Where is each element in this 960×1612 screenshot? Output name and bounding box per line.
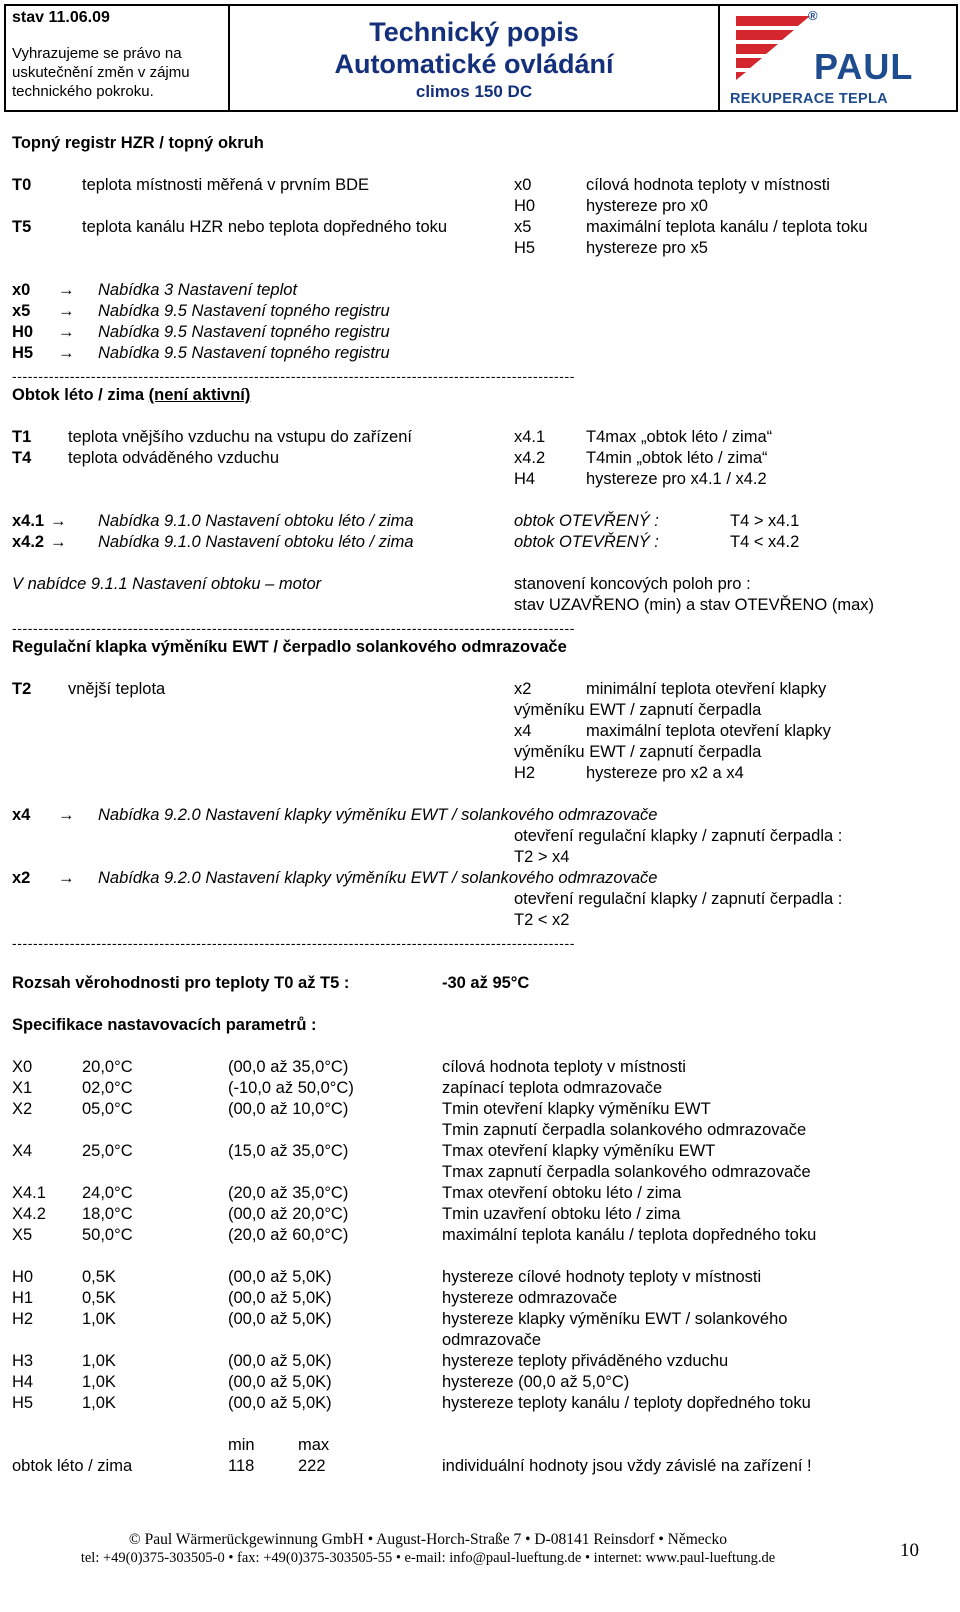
plausibility-range-label: Rozsah věrohodnosti pro teploty T0 až T5 : — [12, 974, 350, 992]
param-desc: minimální teplota otevření klapky — [586, 680, 827, 698]
action-condition: T2 > x4 — [514, 848, 570, 866]
menu-reference: Nabídka 9.1.0 Nastavení obtoku léto / zima — [98, 533, 414, 551]
bypass-state: obtok OTEVŘENÝ : — [514, 512, 659, 530]
spec-description: hystereze teploty přiváděného vzduchu — [442, 1352, 729, 1370]
bypass-max-label: max — [298, 1436, 330, 1454]
menu-reference: Nabídka 3 Nastavení teplot — [98, 281, 298, 299]
spec-value: 0,5K — [82, 1289, 116, 1307]
spec-range: (00,0 až 35,0°C) — [228, 1058, 349, 1076]
arrow-right-icon: → — [58, 869, 75, 887]
arrow-right-icon: → — [58, 302, 75, 320]
spec-description: Tmin uzavření obtoku léto / zima — [442, 1205, 681, 1223]
product-name: climos 150 DC — [415, 82, 533, 101]
document-header — [4, 4, 958, 112]
param-code: H5 — [514, 239, 536, 257]
menu-param-code: H5 — [12, 344, 34, 362]
paul-logo-mark — [730, 12, 812, 82]
spec-description: Tmin zapnutí čerpadla solankového odmrazovače — [442, 1121, 807, 1139]
menu-reference: Nabídka 9.5 Nastavení topného registru — [98, 302, 390, 320]
spec-description: Tmax otevření klapky výměníku EWT — [442, 1142, 716, 1160]
sensor-code: T0 — [12, 176, 32, 194]
spec-value: 02,0°C — [82, 1079, 133, 1097]
menu-reference: Nabídka 9.5 Nastavení topného registru — [98, 344, 390, 362]
arrow-right-icon: → — [58, 323, 75, 341]
action-desc: otevření regulační klapky / zapnutí čerpadla : — [514, 890, 843, 908]
sensor-desc: teplota odváděného vzduchu — [68, 449, 280, 467]
separator-line: ----------------------------------------------------------------------------------------------------------- — [12, 935, 576, 951]
param-code: H0 — [514, 197, 536, 215]
spec-range: (20,0 až 60,0°C) — [228, 1226, 349, 1244]
param-desc: hystereze pro x0 — [586, 197, 708, 215]
arrow-right-icon: → — [50, 512, 67, 530]
spec-value: 05,0°C — [82, 1100, 133, 1118]
bypass-condition: T4 < x4.2 — [730, 533, 800, 551]
param-desc: T4min „obtok léto / zima“ — [586, 449, 768, 467]
param-desc: hystereze pro x2 a x4 — [586, 764, 744, 782]
spec-title: Specifikace nastavovacích parametrů : — [12, 1016, 317, 1034]
param-desc: cílová hodnota teploty v místnosti — [586, 176, 830, 194]
spec-range: (-10,0 až 50,0°C) — [228, 1079, 354, 1097]
param-code: x4.2 — [514, 449, 546, 467]
arrow-right-icon: → — [58, 281, 75, 299]
bypass-min-label: min — [228, 1436, 255, 1454]
brand-name: PAUL — [814, 46, 914, 87]
registered-mark: ® — [808, 8, 818, 23]
spec-range: (00,0 až 10,0°C) — [228, 1100, 349, 1118]
spec-code: X2 — [12, 1100, 33, 1118]
arrow-right-icon: → — [50, 533, 67, 551]
spec-value: 1,0K — [82, 1352, 116, 1370]
param-desc: maximální teplota otevření klapky — [586, 722, 831, 740]
sensor-desc: teplota vnějšího vzduchu na vstupu do zařízení — [68, 428, 412, 446]
bypass-label: obtok léto / zima — [12, 1457, 133, 1475]
spec-code: X4.2 — [12, 1205, 46, 1223]
param-code: x5 — [514, 218, 532, 236]
sensor-desc: vnější teplota — [68, 680, 166, 698]
disclaimer-line-2: uskutečnění změn v zájmu — [12, 64, 190, 81]
header-left-cell — [6, 6, 228, 110]
spec-description: Tmax otevření obtoku léto / zima — [442, 1184, 682, 1202]
spec-code: X4.1 — [12, 1184, 46, 1202]
spec-value: 1,0K — [82, 1394, 116, 1412]
menu-param-code: x4.1 — [12, 512, 45, 530]
param-code: x4 — [514, 722, 532, 740]
spec-range: (00,0 až 5,0K) — [228, 1289, 332, 1307]
spec-description: Tmin otevření klapky výměníku EWT — [442, 1100, 711, 1118]
param-desc: maximální teplota kanálu / teplota toku — [586, 218, 868, 236]
spec-code: X5 — [12, 1226, 33, 1244]
menu-param-code: x2 — [12, 869, 31, 887]
param-code: H4 — [514, 470, 536, 488]
spec-code: X4 — [12, 1142, 33, 1160]
sensor-code: T1 — [12, 428, 32, 446]
bypass-note: individuální hodnoty jsou vždy závislé na zařízení ! — [442, 1457, 812, 1475]
spec-range: (20,0 až 35,0°C) — [228, 1184, 349, 1202]
section-title-ewt-flap: Regulační klapka výměníku EWT / čerpadlo solankového odmrazovače — [12, 638, 567, 656]
page-number: 10 — [900, 1540, 919, 1561]
param-desc: hystereze pro x4.1 / x4.2 — [586, 470, 767, 488]
plausibility-range-value: -30 až 95°C — [442, 974, 530, 992]
spec-code: H1 — [12, 1289, 34, 1307]
header-title-cell — [230, 6, 718, 110]
menu-reference: Nabídka 9.1.0 Nastavení obtoku léto / zima — [98, 512, 414, 530]
param-code: x0 — [514, 176, 532, 194]
param-code: x4.1 — [514, 428, 546, 446]
spec-code: X0 — [12, 1058, 33, 1076]
action-desc: otevření regulační klapky / zapnutí čerpadla : — [514, 827, 843, 845]
sensor-desc: teplota kanálu HZR nebo teplota dopředného toku — [82, 218, 448, 236]
spec-description: hystereze odmrazovače — [442, 1289, 618, 1307]
spec-value: 18,0°C — [82, 1205, 133, 1223]
spec-description: hystereze klapky výměníku EWT / solankového — [442, 1310, 788, 1328]
spec-description: Tmax zapnutí čerpadla solankového odmrazovače — [442, 1163, 811, 1181]
document-title: Technický popis — [369, 17, 579, 47]
inactive-note: (není aktivní) — [148, 386, 251, 404]
menu-param-code: x0 — [12, 281, 31, 299]
spec-description: cílová hodnota teploty v místnosti — [442, 1058, 686, 1076]
section-title-text: Obtok léto / zima — [12, 386, 145, 404]
spec-code: H0 — [12, 1268, 34, 1286]
document-subtitle: Automatické ovládání — [334, 49, 614, 79]
sensor-desc: teplota místnosti měřená v prvním BDE — [82, 176, 370, 194]
spec-value: 25,0°C — [82, 1142, 133, 1160]
spec-description: odmrazovače — [442, 1331, 542, 1349]
menu-reference: Nabídka 9.2.0 Nastavení klapky výměníku EWT / solankového odmrazovače — [98, 869, 658, 887]
motor-desc-line: stav UZAVŘENO (min) a stav OTEVŘENO (max) — [514, 596, 874, 614]
spec-range: (00,0 až 20,0°C) — [228, 1205, 349, 1223]
spec-code: H2 — [12, 1310, 34, 1328]
arrow-right-icon: → — [58, 806, 75, 824]
spec-range: (00,0 až 5,0K) — [228, 1310, 332, 1328]
param-code: x2 — [514, 680, 532, 698]
separator-line: ----------------------------------------------------------------------------------------------------------- — [12, 368, 576, 384]
spec-value: 1,0K — [82, 1310, 116, 1328]
spec-value: 1,0K — [82, 1373, 116, 1391]
menu-reference: Nabídka 9.2.0 Nastavení klapky výměníku EWT / solankového odmrazovače — [98, 806, 658, 824]
action-condition: T2 < x2 — [514, 911, 570, 929]
spec-range: (15,0 až 35,0°C) — [228, 1142, 349, 1160]
spec-range: (00,0 až 5,0K) — [228, 1373, 332, 1391]
bypass-max-value: 222 — [298, 1457, 326, 1475]
menu-reference: Nabídka 9.5 Nastavení topného registru — [98, 323, 390, 341]
menu-param-code: x5 — [12, 302, 31, 320]
separator-line: ----------------------------------------------------------------------------------------------------------- — [12, 620, 576, 636]
disclaimer-line-1: Vyhrazujeme se právo na — [12, 45, 182, 62]
spec-code: H5 — [12, 1394, 34, 1412]
header-logo-cell — [720, 6, 956, 110]
sensor-code: T4 — [12, 449, 32, 467]
spec-description: hystereze cílové hodnoty teploty v místnosti — [442, 1268, 762, 1286]
spec-description: hystereze teploty kanálu / teploty dopředného toku — [442, 1394, 811, 1412]
document-date: stav 11.06.09 — [12, 9, 110, 26]
section-title-bypass — [12, 385, 250, 405]
section-title-heating-register: Topný registr HZR / topný okruh — [12, 134, 264, 152]
spec-value: 50,0°C — [82, 1226, 133, 1244]
spec-range: (00,0 až 5,0K) — [228, 1352, 332, 1370]
menu-param-code: x4.2 — [12, 533, 45, 551]
footer-contact: tel: +49(0)375-303505-0 • fax: +49(0)375-303505-55 • e-mail: info@paul-lueftung.de • internet: www.paul-lueftung.de — [80, 1550, 776, 1566]
spec-description: zapínací teplota odmrazovače — [442, 1079, 663, 1097]
param-desc-continued: výměníku EWT / zapnutí čerpadla — [514, 701, 762, 719]
spec-description: hystereze (00,0 až 5,0°C) — [442, 1373, 630, 1391]
spec-description: maximální teplota kanálu / teplota dopředného toku — [442, 1226, 817, 1244]
spec-code: H4 — [12, 1373, 34, 1391]
spec-code: H3 — [12, 1352, 34, 1370]
spec-range: (00,0 až 5,0K) — [228, 1268, 332, 1286]
menu-param-code: H0 — [12, 323, 34, 341]
bypass-state: obtok OTEVŘENÝ : — [514, 533, 659, 551]
motor-desc-line: stanovení koncových poloh pro : — [514, 575, 751, 593]
param-desc: hystereze pro x5 — [586, 239, 708, 257]
spec-value: 0,5K — [82, 1268, 116, 1286]
sensor-code: T5 — [12, 218, 32, 236]
bypass-min-value: 118 — [228, 1457, 255, 1475]
param-desc-continued: výměníku EWT / zapnutí čerpadla — [514, 743, 762, 761]
bypass-condition: T4 > x4.1 — [730, 512, 800, 530]
spec-range: (00,0 až 5,0K) — [228, 1394, 332, 1412]
disclaimer-line-3: technického pokroku. — [12, 83, 154, 100]
arrow-right-icon: → — [58, 344, 75, 362]
footer-address: © Paul Wärmerückgewinnung GmbH • August-Horch-Straße 7 • D-08141 Reinsdorf • Německo — [128, 1531, 728, 1548]
sensor-code: T2 — [12, 680, 32, 698]
brand-tagline: REKUPERACE TEPLA — [730, 91, 888, 107]
spec-value: 24,0°C — [82, 1184, 133, 1202]
param-code: H2 — [514, 764, 536, 782]
param-desc: T4max „obtok léto / zima“ — [586, 428, 773, 446]
spec-value: 20,0°C — [82, 1058, 133, 1076]
menu-param-code: x4 — [12, 806, 31, 824]
spec-code: X1 — [12, 1079, 33, 1097]
motor-menu-reference: V nabídce 9.1.1 Nastavení obtoku – motor — [12, 575, 322, 593]
